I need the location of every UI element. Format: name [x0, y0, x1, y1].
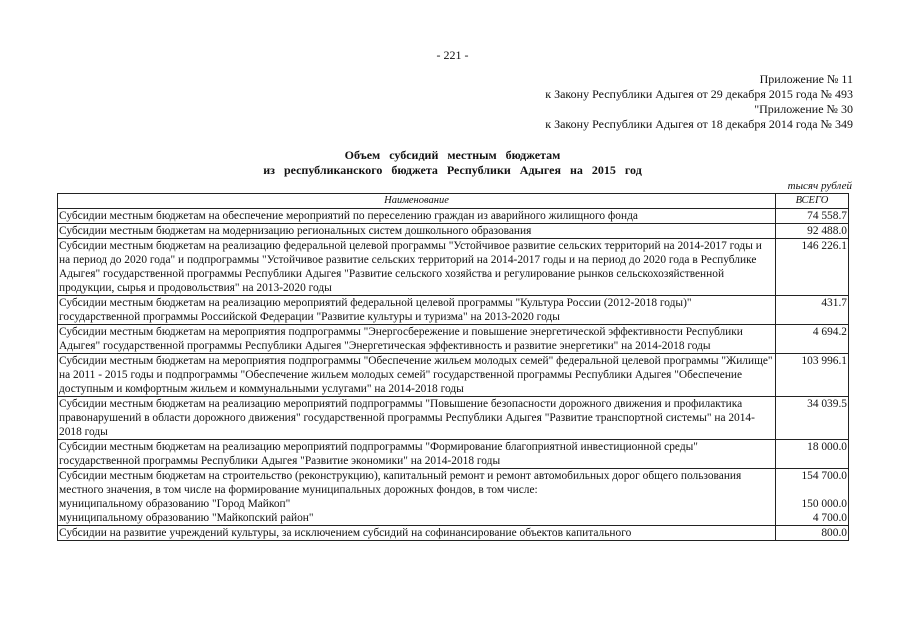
- roads-spacer: [777, 483, 847, 497]
- table-row: [58, 440, 849, 469]
- document-title: [0, 148, 905, 178]
- title-line-2: из республиканского бюджета Республики Адыгея на 2015 год: [263, 163, 642, 177]
- roads-sub2-total: 4 700.0: [812, 512, 847, 524]
- header-total: ВСЕГО: [776, 194, 849, 209]
- roads-total: 154 700.0: [801, 470, 847, 482]
- row-name: Субсидии местным бюджетам на реализацию мероприятий федеральной целевой программы "Культура России (2012-2018 годы)" государственной программы Российской Федерации "Развитие культуры и туризма" на 2013-2020 годы: [58, 296, 776, 325]
- table-row: [58, 354, 849, 397]
- row-total: 800.0: [776, 526, 849, 541]
- row-total: 92 488.0: [776, 224, 849, 239]
- row-name: Субсидии местным бюджетам на реализацию мероприятий подпрограммы "Формирование благоприятной инвестиционной среды" государственной программы Республики Адыгея "Развитие экономики" на 2014-2018 годы: [58, 440, 776, 469]
- row-name: Субсидии местным бюджетам на реализацию мероприятий подпрограммы "Повышение безопасности дорожного движения и профилактика правонарушений в области дорожного движения" государственной программы Республики Адыгея "Развитие транспортной системы" на 2014-2018 годы: [58, 397, 776, 440]
- roads-cell: [58, 469, 776, 526]
- row-total: 34 039.5: [776, 397, 849, 440]
- row-total: 146 226.1: [776, 239, 849, 296]
- row-total: 4 694.2: [776, 325, 849, 354]
- appendix-line-1: Приложение № 11: [759, 72, 853, 86]
- row-name: Субсидии местным бюджетам на мероприятия подпрограммы "Энергосбережение и повышение энергетической эффективности Республики Адыгея" государственной программы Республики Адыгея "Энергетическая эффективность и развитие энергетики" на 2014-2018 годы: [58, 325, 776, 354]
- title-line-1: Объем субсидий местным бюджетам: [344, 148, 561, 162]
- roads-sub2-name: муниципальному образованию "Майкопский район": [59, 512, 314, 524]
- header-name: Наименование: [58, 194, 776, 209]
- row-name: Субсидии местным бюджетам на мероприятия подпрограммы "Обеспечение жильем молодых семей" федеральной целевой программы "Жилище" на 2011 - 2015 годы и подпрограммы "Обеспечение жильем молодых семей" государственной программы Республики Адыгея "Обеспечение доступным и комфортным жильем и коммунальными услугами" на 2014-2018 годы: [58, 354, 776, 397]
- page-number: - 221 -: [436, 48, 469, 62]
- subsidies-table: [57, 193, 849, 541]
- roads-sub1-total: 150 000.0: [801, 498, 847, 510]
- table-row: [58, 224, 849, 239]
- table-row: [58, 209, 849, 224]
- appendix-line-3: "Приложение № 30: [754, 102, 853, 116]
- roads-sub1-name: муниципальному образованию "Город Майкоп": [59, 498, 291, 510]
- table-row-roads: [58, 469, 849, 526]
- row-total: 18 000.0: [776, 440, 849, 469]
- table-row: [58, 296, 849, 325]
- row-name: Субсидии местным бюджетам на модернизацию региональных систем дошкольного образования: [58, 224, 776, 239]
- units-label: тысяч рублей: [787, 180, 852, 192]
- appendix-reference: [545, 72, 853, 132]
- row-total: 431.7: [776, 296, 849, 325]
- roads-name: Субсидии местным бюджетам на строительство (реконструкцию), капитальный ремонт и ремонт автомобильных дорог общего пользования местного значения, в том числе на формирование муниципальных дорожных фондов, в том числе:: [59, 470, 742, 496]
- table-row: [58, 239, 849, 296]
- table-header-row: [58, 194, 849, 209]
- row-total: 103 996.1: [776, 354, 849, 397]
- row-total: 74 558.7: [776, 209, 849, 224]
- row-name: Субсидии местным бюджетам на реализацию федеральной целевой программы "Устойчивое развитие сельских территорий на 2014-2017 годы и на период до 2020 года" и подпрограммы "Устойчивое развитие сельских территорий на 2014-2017 годы и на период до 2020 года в Республике Адыгея" государственной программы Республики Адыгея "Развитие сельского хозяйства и регулирование рынков сельскохозяйственной продукции, сырья и продовольствия" на 2013-2020 годы: [58, 239, 776, 296]
- row-name: Субсидии местным бюджетам на обеспечение мероприятий по переселению граждан из аварийного жилищного фонда: [58, 209, 776, 224]
- row-name: Субсидии на развитие учреждений культуры, за исключением субсидий на софинансирование объектов капитального: [58, 526, 776, 541]
- appendix-line-2: к Закону Республики Адыгея от 29 декабря 2015 года № 493: [545, 87, 853, 101]
- appendix-line-4: к Закону Республики Адыгея от 18 декабря 2014 года № 349: [545, 117, 853, 131]
- table-row: [58, 526, 849, 541]
- roads-totals: [776, 469, 849, 526]
- table-row: [58, 325, 849, 354]
- table-row: [58, 397, 849, 440]
